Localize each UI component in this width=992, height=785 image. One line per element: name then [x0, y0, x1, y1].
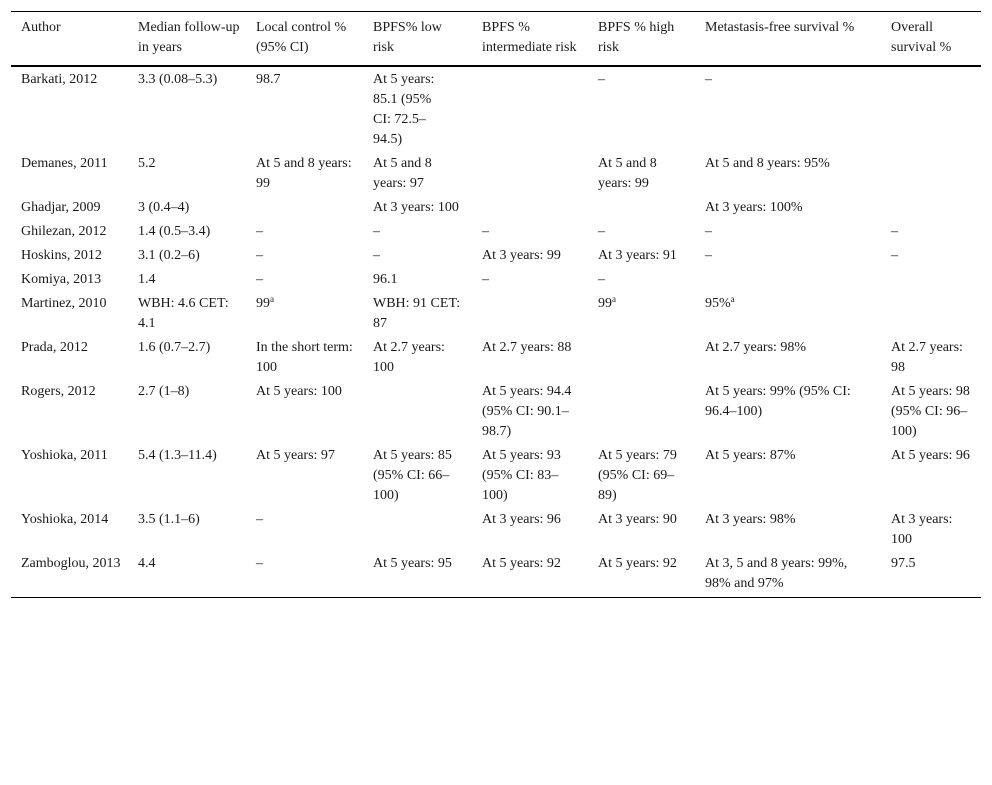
table-row [11, 336, 981, 380]
footnote-marker: a [730, 294, 735, 304]
cell-author: Ghilezan, 2012 [21, 224, 107, 239]
table-row [11, 152, 981, 196]
cell-metastasis-free: At 3 years: 98% [705, 512, 796, 527]
table-row [11, 268, 981, 292]
cell-author: Ghadjar, 2009 [21, 200, 101, 215]
cell-local-control: – [256, 248, 263, 263]
cell-metastasis-free: At 3, 5 and 8 years: 99%, 98% and 97% [695, 552, 881, 598]
cell-bpfs-intermediate: At 5 years: 94.4 (95% CI: 90.1–98.7) [482, 384, 572, 439]
table-row [11, 196, 981, 220]
table-row [11, 66, 981, 152]
cell-local-control [246, 196, 363, 220]
table-row [11, 380, 981, 444]
cell-author: Rogers, 2012 [21, 384, 96, 399]
cell-overall-survival [881, 268, 981, 292]
cell-follow-up: 3 (0.4–4) [138, 200, 190, 215]
results-table [11, 11, 981, 598]
header-author: Author [11, 12, 128, 67]
cell-follow-up: 1.6 (0.7–2.7) [138, 340, 211, 355]
cell-bpfs-intermediate: At 5 years: 92 [472, 552, 588, 598]
cell-follow-up: 1.4 [138, 272, 156, 287]
cell-bpfs-high [588, 336, 695, 380]
cell-bpfs-low: At 5 and 8 years: 97 [373, 156, 432, 191]
cell-metastasis-free [695, 268, 881, 292]
cell-metastasis-free: – [705, 72, 712, 87]
cell-metastasis-free-value: 95% [705, 296, 731, 311]
header-bpfs-high: BPFS % high risk [588, 12, 695, 67]
cell-bpfs-low: WBH: 91 CET: 87 [373, 296, 461, 331]
table-row [11, 508, 981, 552]
cell-bpfs-high: At 5 years: 92 [588, 552, 695, 598]
cell-bpfs-high [588, 196, 695, 220]
cell-metastasis-free [695, 292, 881, 336]
cell-local-control: – [256, 224, 263, 239]
cell-overall-survival [881, 196, 981, 220]
cell-bpfs-high: At 5 years: 79 (95% CI: 69–89) [598, 448, 677, 503]
cell-overall-survival [881, 66, 981, 152]
cell-follow-up: 3.1 (0.2–6) [138, 248, 200, 263]
cell-bpfs-high: At 5 and 8 years: 99 [598, 156, 657, 191]
table-row [11, 220, 981, 244]
cell-bpfs-low: At 5 years: 95 [363, 552, 472, 598]
cell-follow-up: 5.4 (1.3–11.4) [138, 448, 217, 463]
table-row [11, 292, 981, 336]
cell-follow-up: 3.3 (0.08–5.3) [138, 72, 218, 87]
cell-metastasis-free: – [705, 248, 712, 263]
cell-author: Hoskins, 2012 [21, 248, 102, 263]
cell-follow-up: 3.5 (1.1–6) [138, 512, 200, 527]
cell-overall-survival: 97.5 [881, 552, 981, 598]
footnote-marker: a [612, 294, 616, 304]
cell-author: Prada, 2012 [21, 340, 88, 355]
cell-follow-up: 4.4 [128, 552, 246, 598]
cell-overall-survival: At 5 years: 98 (95% CI: 96–100) [891, 384, 970, 439]
cell-author: Martinez, 2010 [21, 296, 107, 311]
cell-overall-survival [881, 292, 981, 336]
cell-bpfs-low: At 5 years: 85 (95% CI: 66–100) [373, 448, 452, 503]
cell-bpfs-high [588, 380, 695, 444]
cell-author: Komiya, 2013 [21, 272, 102, 287]
cell-local-control: At 5 and 8 years: 99 [256, 156, 352, 191]
cell-bpfs-low: – [373, 224, 380, 239]
cell-bpfs-low: – [373, 248, 380, 263]
table-row [11, 244, 981, 268]
cell-bpfs-high [588, 292, 695, 336]
cell-metastasis-free: At 5 years: 99% (95% CI: 96.4–100) [705, 384, 851, 419]
cell-bpfs-low: At 2.7 years: 100 [373, 340, 445, 375]
cell-local-control: – [246, 552, 363, 598]
cell-bpfs-intermediate: At 3 years: 99 [482, 248, 561, 263]
header-local-control: Local control % (95% CI) [246, 12, 363, 67]
results-table-container [11, 11, 981, 598]
cell-bpfs-intermediate: At 2.7 years: 88 [482, 340, 572, 355]
cell-bpfs-low: 96.1 [373, 272, 398, 287]
cell-metastasis-free: – [705, 224, 712, 239]
cell-bpfs-high: – [598, 224, 605, 239]
table-header [11, 12, 981, 67]
table-row [11, 552, 981, 598]
cell-local-control: 98.7 [256, 72, 281, 87]
cell-metastasis-free: At 3 years: 100% [705, 200, 803, 215]
cell-author: Zamboglou, 2013 [11, 552, 128, 598]
cell-follow-up: 5.2 [138, 156, 156, 171]
cell-metastasis-free: At 2.7 years: 98% [705, 340, 807, 355]
cell-metastasis-free: At 5 and 8 years: 95% [705, 156, 830, 171]
cell-overall-survival: At 3 years: 100 [891, 512, 953, 547]
cell-local-control-value: 99 [256, 296, 270, 311]
cell-bpfs-intermediate [472, 66, 588, 152]
cell-follow-up: 2.7 (1–8) [138, 384, 190, 399]
cell-follow-up: WBH: 4.6 CET: 4.1 [138, 296, 229, 331]
cell-author: Demanes, 2011 [21, 156, 108, 171]
cell-author: Yoshioka, 2014 [21, 512, 109, 527]
cell-overall-survival [881, 152, 981, 196]
header-median-follow-up: Median follow-up in years [128, 12, 246, 67]
cell-bpfs-intermediate [472, 196, 588, 220]
cell-bpfs-high: At 3 years: 91 [598, 248, 677, 263]
cell-bpfs-high-value: 99 [598, 296, 612, 311]
cell-bpfs-high: – [598, 272, 605, 287]
cell-bpfs-intermediate: At 5 years: 93 (95% CI: 83–100) [482, 448, 561, 503]
cell-metastasis-free: At 5 years: 87% [705, 448, 796, 463]
cell-author: Yoshioka, 2011 [21, 448, 108, 463]
cell-local-control [246, 292, 363, 336]
cell-local-control: – [256, 272, 263, 287]
cell-local-control: At 5 years: 100 [256, 384, 342, 399]
cell-local-control: In the short term: 100 [256, 340, 353, 375]
cell-bpfs-low [363, 380, 472, 444]
cell-overall-survival: At 5 years: 96 [891, 448, 970, 463]
table-body [11, 66, 981, 598]
cell-local-control: At 5 years: 97 [256, 448, 335, 463]
cell-bpfs-intermediate: – [482, 272, 489, 287]
cell-bpfs-intermediate [472, 152, 588, 196]
cell-bpfs-intermediate: – [482, 224, 489, 239]
header-bpfs-intermediate: BPFS % intermediate risk [472, 12, 588, 67]
header-row [11, 12, 981, 67]
cell-bpfs-intermediate: At 3 years: 96 [482, 512, 561, 527]
header-metastasis-free: Metastasis-free survival % [695, 12, 881, 67]
table-row [11, 444, 981, 508]
cell-overall-survival: At 2.7 years: 98 [891, 340, 963, 375]
cell-bpfs-low: At 3 years: 100 [373, 200, 459, 215]
cell-follow-up: 1.4 (0.5–3.4) [138, 224, 211, 239]
cell-bpfs-low: At 5 years: 85.1 (95% CI: 72.5–94.5) [373, 72, 435, 147]
cell-overall-survival: – [891, 224, 898, 239]
header-bpfs-low: BPFS% low risk [363, 12, 472, 67]
cell-local-control: – [256, 512, 263, 527]
cell-bpfs-high: – [598, 72, 605, 87]
cell-overall-survival: – [891, 248, 898, 263]
cell-bpfs-intermediate [472, 292, 588, 336]
footnote-marker: a [270, 294, 274, 304]
cell-author: Barkati, 2012 [21, 72, 98, 87]
cell-bpfs-high: At 3 years: 90 [598, 512, 677, 527]
cell-bpfs-low [363, 508, 472, 552]
header-overall-survival: Overall survival % [881, 12, 981, 67]
